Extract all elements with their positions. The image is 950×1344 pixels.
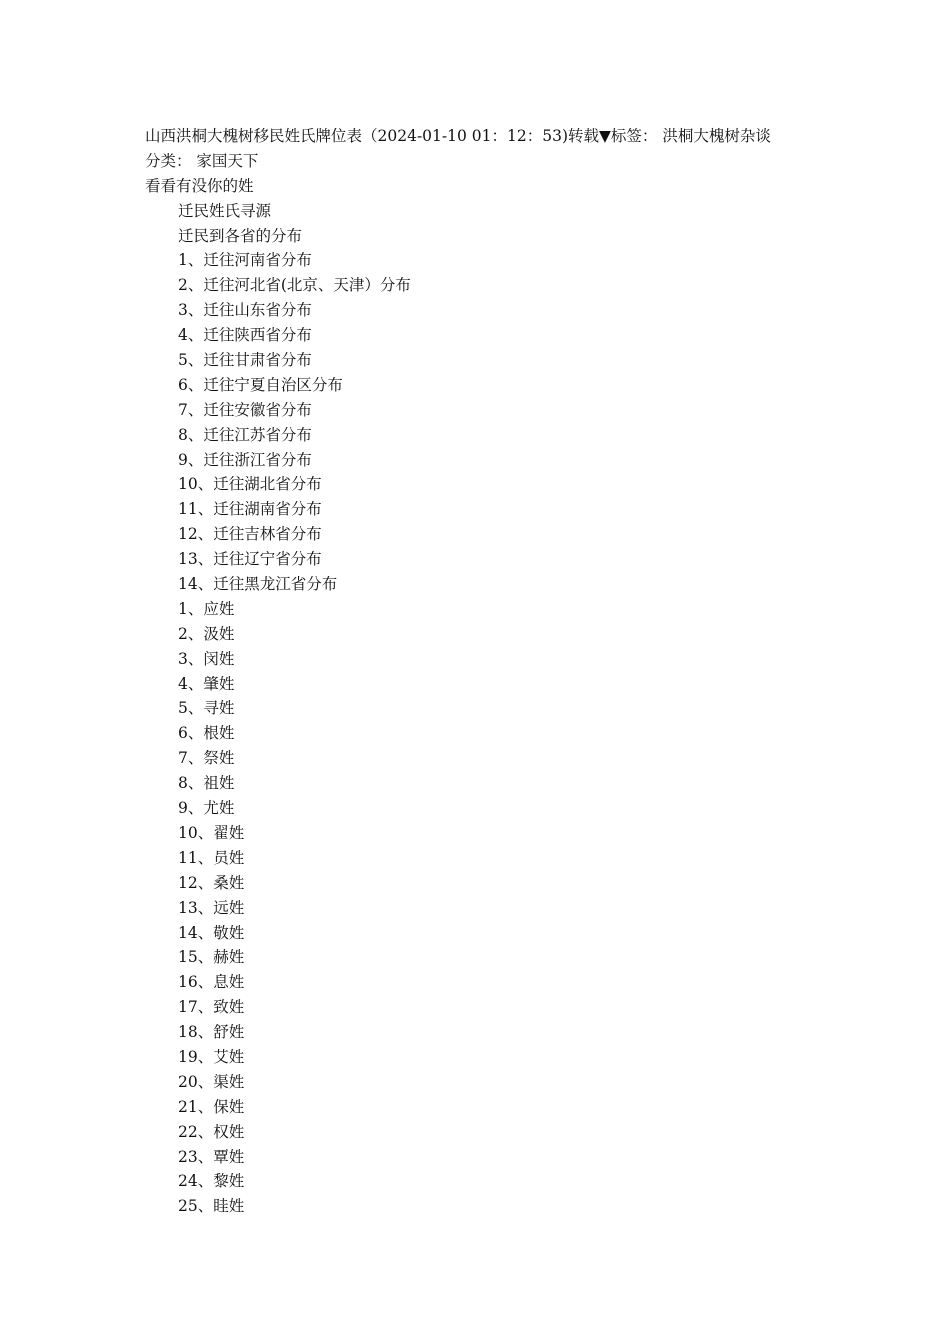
document-title: 山西洪桐大槐树移民姓氏牌位表（2024-01-10 01：12：53)转载▼标签： 洪桐大槐树杂谈 [145,127,771,145]
surname-list-item: 25、眭姓 [178,1197,245,1216]
surname-list-item: 13、远姓 [178,898,245,917]
surname-list-item: 1、应姓 [178,599,235,618]
surname-list-item: 22、权姓 [178,1122,245,1141]
province-list-item: 8、迁往江苏省分布 [178,425,312,444]
province-list-item: 5、迁往甘肃省分布 [178,351,312,370]
surname-list-item: 14、敬姓 [178,923,245,942]
section-heading: 迁民到各省的分布 [178,226,303,245]
section-heading: 迁民姓氏寻源 [178,201,272,220]
province-list-item: 10、迁往湖北省分布 [178,475,322,494]
category-line: 分类： 家国天下 [145,151,259,170]
surname-list-item: 20、渠姓 [178,1072,245,1091]
surname-list-item: 19、艾姓 [178,1047,245,1066]
province-list-item: 2、迁往河北省(北京、天津）分布 [178,276,411,295]
province-list-item: 3、迁往山东省分布 [178,301,312,320]
surname-list-item: 18、舒姓 [178,1023,245,1042]
surname-list-item: 15、赫姓 [178,948,245,967]
surname-list-item: 9、尤姓 [178,799,235,818]
surname-list-item: 17、致姓 [178,998,245,1017]
surname-list [145,597,845,1219]
province-list-item: 13、迁往辽宁省分布 [178,550,322,569]
surname-list-item: 23、覃姓 [178,1147,245,1166]
province-list [145,248,845,596]
surname-list-item: 2、汲姓 [178,624,235,643]
province-list-item: 4、迁往陕西省分布 [178,326,312,345]
surname-list-item: 7、祭姓 [178,749,235,768]
surname-list-item: 4、肇姓 [178,674,235,693]
province-list-item: 1、迁往河南省分布 [178,251,312,270]
intro-line: 看看有没你的姓 [145,176,254,195]
surname-list-item: 12、桑姓 [178,873,245,892]
surname-list-item: 6、根姓 [178,724,235,743]
document-page [145,124,845,1219]
province-list-item: 12、迁往吉林省分布 [178,525,322,544]
surname-list-item: 24、黎姓 [178,1172,245,1191]
surname-list-item: 21、保姓 [178,1097,245,1116]
province-list-item: 14、迁往黑龙江省分布 [178,575,338,594]
surname-list-item: 8、祖姓 [178,774,235,793]
province-list-item: 9、迁往浙江省分布 [178,450,312,469]
province-list-item: 6、迁往宁夏自治区分布 [178,375,343,394]
surname-list-item: 16、息姓 [178,973,245,992]
province-list-item: 7、迁往安徽省分布 [178,400,312,419]
surname-list-item: 11、员姓 [178,848,245,867]
surname-list-item: 5、寻姓 [178,699,235,718]
province-list-item: 11、迁往湖南省分布 [178,500,322,519]
surname-list-item: 3、闵姓 [178,649,235,668]
surname-list-item: 10、翟姓 [178,823,245,842]
